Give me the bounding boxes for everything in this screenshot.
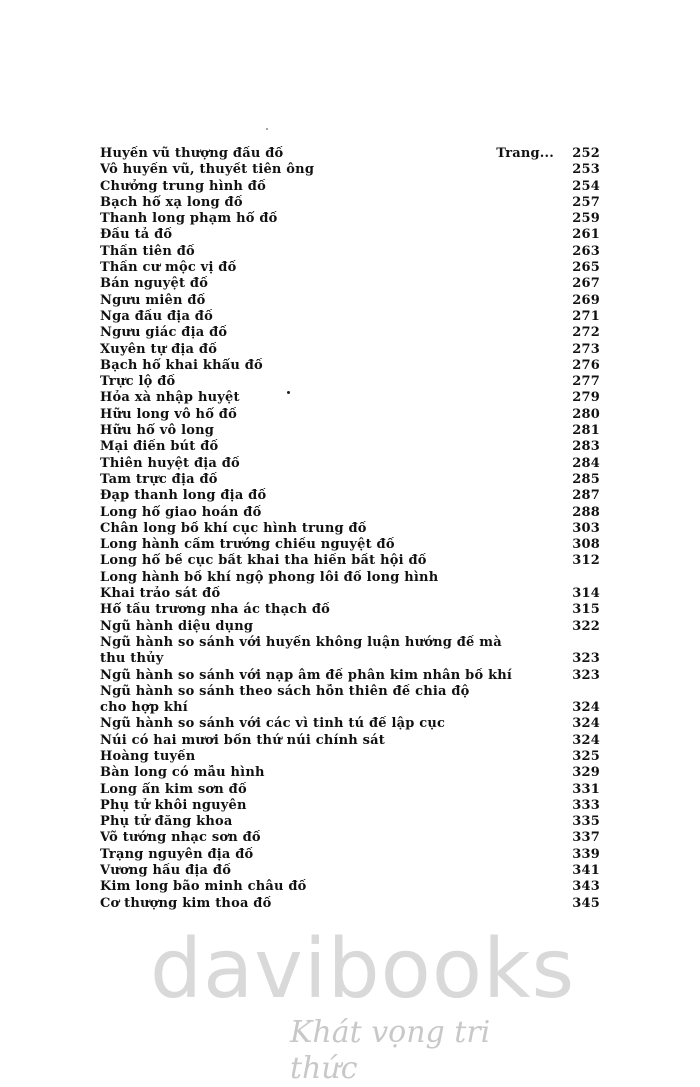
toc-entry <box>100 700 600 716</box>
toc-entry <box>100 456 600 472</box>
toc-entry-title: Tam trực địa đồ <box>100 471 218 487</box>
toc-entry <box>100 276 600 292</box>
toc-entry-title: Đầu tả đồ <box>100 227 173 243</box>
toc-entry-title: Ngũ hành diệu dụng <box>100 618 254 634</box>
toc-entry-title: Huyền vũ thượng đầu đồ <box>100 146 284 161</box>
toc-entry-title: Ngũ hành so sánh với các vì tinh tú đề lập cục <box>100 716 446 732</box>
toc-entry-page: 325 <box>572 748 600 764</box>
toc-entry-title: Thần tiên đồ <box>100 243 195 259</box>
toc-entry <box>100 195 600 211</box>
toc-entry-title: Hoàng tuyền <box>100 748 196 764</box>
page-leader-label: Trang... <box>496 146 554 161</box>
toc-entry <box>100 635 600 651</box>
toc-entry-page: 259 <box>572 211 600 227</box>
toc-entry-title: Cơ thượng kim thoa đồ <box>100 895 272 911</box>
toc-entry-page: 261 <box>572 227 600 243</box>
toc-entry <box>100 390 600 406</box>
toc-entry <box>100 325 600 341</box>
toc-entry-page: 280 <box>572 406 600 422</box>
toc-entry <box>100 570 600 586</box>
toc-entry-page: 253 <box>572 162 600 178</box>
toc-entry <box>100 863 600 879</box>
toc-entry <box>100 309 600 325</box>
toc-entry-page: 287 <box>572 488 600 504</box>
toc-entry <box>100 521 600 537</box>
toc-entry-page: 285 <box>572 471 600 487</box>
toc-entry-page: 265 <box>572 260 600 276</box>
toc-entry <box>100 146 600 162</box>
toc-entry-page: 323 <box>572 667 600 683</box>
toc-entry-title: Chưởng trung hình đồ <box>100 178 266 194</box>
toc-entry-page: 271 <box>572 308 600 324</box>
toc-entry-title: Phụ tử đăng khoa <box>100 814 233 830</box>
toc-entry <box>100 162 600 178</box>
toc-entry-page: 303 <box>572 520 600 536</box>
toc-entry-title: Hữu hổ vô long <box>100 423 215 439</box>
toc-entry <box>100 505 600 521</box>
toc-entry-title: Mại điền bút đồ <box>100 439 219 455</box>
toc-entry-title: Ngũ hành so sánh theo sách hỗn thiên đề chia độ <box>100 683 470 699</box>
toc-entry <box>100 537 600 553</box>
toc-entry-page: 329 <box>572 765 600 781</box>
toc-entry-page: 323 <box>572 651 600 667</box>
toc-entry-page: 337 <box>572 830 600 846</box>
toc-entry-title: Núi có hai mươi bốn thứ núi chính sát <box>100 732 386 748</box>
toc-entry-title: Hữu long vô hổ đồ <box>100 406 237 422</box>
toc-entry <box>100 488 600 504</box>
toc-entry <box>100 619 600 635</box>
watermark-logo: davibooks <box>150 922 576 1017</box>
toc-entry <box>100 749 600 765</box>
toc-entry <box>100 407 600 423</box>
toc-entry <box>100 342 600 358</box>
toc-entry-page: 335 <box>572 814 600 830</box>
toc-entry <box>100 423 600 439</box>
toc-entry-page: 322 <box>572 618 600 634</box>
toc-entry-page: 273 <box>572 341 600 357</box>
toc-entry-page: 324 <box>572 716 600 732</box>
toc-entry <box>100 684 600 700</box>
toc-entry-page: 339 <box>572 846 600 862</box>
toc-entry-title: Chân long bố khí cục hình trung đồ <box>100 520 367 536</box>
toc-entry-title: Vương hầu địa đồ <box>100 863 232 879</box>
toc-entry <box>100 358 600 374</box>
toc-entry <box>100 879 600 895</box>
toc-entry-page: 331 <box>572 781 600 797</box>
toc-entry <box>100 293 600 309</box>
toc-entry <box>100 782 600 798</box>
toc-entry-title: Hổ tầu trương nha ác thạch đồ <box>100 602 330 618</box>
toc-entry <box>100 179 600 195</box>
toc-entry <box>100 553 600 569</box>
toc-entry-page: 324 <box>572 732 600 748</box>
toc-entry-title: cho hợp khí <box>100 700 188 716</box>
toc-entry-page: 269 <box>572 292 600 308</box>
toc-entry <box>100 733 600 749</box>
toc-entry-title: Ngưu miên đồ <box>100 292 206 308</box>
toc-entry-page: 284 <box>572 455 600 471</box>
toc-entry-title: Trạng nguyên địa đồ <box>100 846 254 862</box>
toc-entry-title: Bàn long có mẫu hình <box>100 765 265 781</box>
toc-entry-page: 314 <box>572 586 600 602</box>
toc-entry <box>100 765 600 781</box>
toc-entry-title: Xuyên tự địa đồ <box>100 341 218 357</box>
toc-entry <box>100 716 600 732</box>
toc-entry-page: 267 <box>572 276 600 292</box>
toc-entry-page: 257 <box>572 194 600 210</box>
toc-entry <box>100 211 600 227</box>
speck-mark <box>266 128 268 130</box>
toc-entry <box>100 830 600 846</box>
toc-entry <box>100 260 600 276</box>
toc-entry <box>100 668 600 684</box>
toc-entry-page: 254 <box>572 178 600 194</box>
toc-entry-title: Đạp thanh long địa đồ <box>100 488 267 504</box>
toc-entry-page: 324 <box>572 700 600 716</box>
watermark-tagline: Khát vọng tri thức <box>290 1015 491 1086</box>
toc-entry-title: Nga đầu địa đồ <box>100 308 213 324</box>
toc-entry <box>100 374 600 390</box>
toc-entry-page: 283 <box>572 439 600 455</box>
toc-entry-title: thu thủy <box>100 651 164 667</box>
toc-entry-title: Thiên huyệt địa đồ <box>100 455 240 471</box>
toc-entry-page: 281 <box>572 423 600 439</box>
toc-entry-title: Ngũ hành so sánh với huyền không luận hướng đề mà <box>100 634 502 650</box>
toc-entry <box>100 896 600 912</box>
toc-entry-title: Kim long bão minh châu đồ <box>100 879 307 895</box>
toc-entry <box>100 814 600 830</box>
toc-entry-page: 345 <box>572 895 600 911</box>
toc-entry-title: Thần cư mộc vị đồ <box>100 260 237 276</box>
toc-entry-page: 315 <box>572 602 600 618</box>
toc-entry-title: Long hành bố khí ngộ phong lôi đồ long hình <box>100 569 439 585</box>
toc-entry-page: 312 <box>572 553 600 569</box>
toc-entry-title: Khai trảo sát đồ <box>100 586 221 602</box>
toc-entry-title: Ngũ hành so sánh với nạp âm đề phân kim nhân bố khí <box>100 667 513 683</box>
toc-entry-title: Long hổ bế cục bất khai tha hiền bất hội đồ <box>100 553 427 569</box>
toc-entry-page: 279 <box>572 390 600 406</box>
toc-entry-title: Long hổ giao hoán đồ <box>100 504 262 520</box>
toc-entry-page: 333 <box>572 797 600 813</box>
toc-entry-page: 308 <box>572 537 600 553</box>
toc-entry-title: Long ẩn kim sơn đồ <box>100 781 247 797</box>
toc-entry-page: 252 <box>572 146 600 161</box>
toc-entry <box>100 651 600 667</box>
toc-entry-page: 272 <box>572 325 600 341</box>
toc-entry-title: Bán nguyệt đồ <box>100 276 209 292</box>
toc-entry-title: Bạch hổ xạ long đồ <box>100 194 243 210</box>
toc-entry <box>100 472 600 488</box>
toc-entry-page: 341 <box>572 863 600 879</box>
toc-entry <box>100 602 600 618</box>
toc-entry-page: 277 <box>572 374 600 390</box>
toc-entry <box>100 798 600 814</box>
toc-entry <box>100 847 600 863</box>
toc-entry <box>100 227 600 243</box>
toc-entry-title: Ngưu giác địa đồ <box>100 325 228 341</box>
toc-entry-page: 343 <box>572 879 600 895</box>
toc-entry-title: Võ tướng nhạc sơn đồ <box>100 830 261 846</box>
toc-entry-title: Long hành cầm trướng chiếu nguyệt đồ <box>100 537 395 553</box>
toc-entry-title: Phụ tử khôi nguyên <box>100 797 247 813</box>
toc-entry <box>100 586 600 602</box>
table-of-contents <box>100 146 600 912</box>
toc-entry-page: 276 <box>572 357 600 373</box>
toc-entry <box>100 439 600 455</box>
toc-entry <box>100 244 600 260</box>
toc-entry-title: Bạch hổ khai khẩu đồ <box>100 357 263 373</box>
toc-entry-title: Hỏa xà nhập huyệt <box>100 390 240 406</box>
toc-entry-title: Thanh long phạm hổ đồ <box>100 211 278 227</box>
toc-entry-title: Vô huyền vũ, thuyết tiên ông <box>100 162 315 178</box>
toc-entry-page: 288 <box>572 504 600 520</box>
toc-entry-title: Trực lộ đồ <box>100 374 176 390</box>
watermark <box>150 922 576 1087</box>
toc-entry-page: 263 <box>572 243 600 259</box>
